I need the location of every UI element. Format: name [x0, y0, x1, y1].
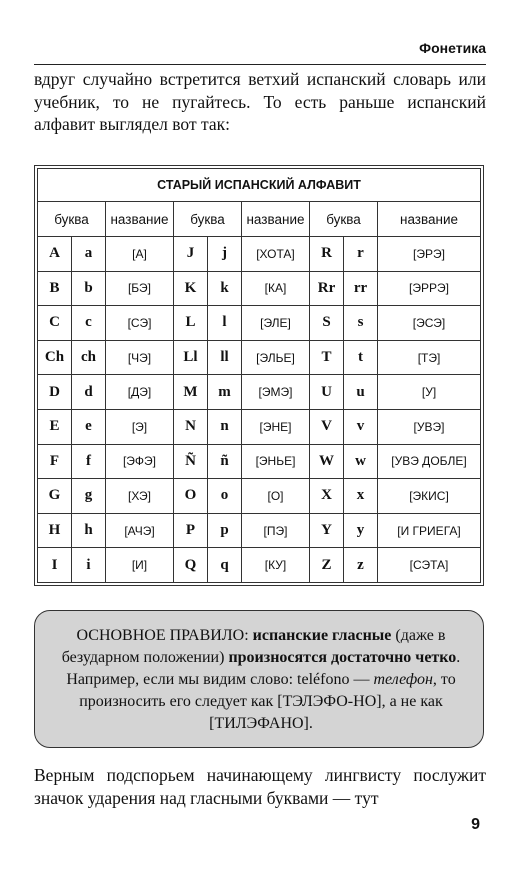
page-number: 9	[471, 816, 480, 833]
table-row	[38, 548, 481, 583]
lower-letter: j	[208, 237, 242, 272]
table-row	[38, 340, 481, 375]
alphabet-table	[37, 168, 481, 583]
lower-letter: a	[72, 237, 106, 272]
table-row	[38, 444, 481, 479]
upper-letter: Q	[174, 548, 208, 583]
letter-name: [ЭРЭ]	[378, 237, 481, 272]
table-title: СТАРЫЙ ИСПАНСКИЙ АЛФАВИТ	[38, 169, 481, 202]
lower-letter: q	[208, 548, 242, 583]
upper-letter: R	[310, 237, 344, 272]
lower-letter: y	[344, 513, 378, 548]
alphabet-table-frame	[34, 165, 484, 586]
letter-name: [И ГРИЕГА]	[378, 513, 481, 548]
table-row	[38, 375, 481, 410]
upper-letter: Ll	[174, 340, 208, 375]
letter-name: [ЧЭ]	[106, 340, 174, 375]
letter-name: [У]	[378, 375, 481, 410]
letter-name: [СЭТА]	[378, 548, 481, 583]
lower-letter: g	[72, 479, 106, 514]
upper-letter: Rr	[310, 271, 344, 306]
letter-name: [КА]	[242, 271, 310, 306]
lower-letter: z	[344, 548, 378, 583]
letter-name: [ЭНЬЕ]	[242, 444, 310, 479]
letter-name: [ЭЛЬЕ]	[242, 340, 310, 375]
lower-letter: ñ	[208, 444, 242, 479]
lower-letter: d	[72, 375, 106, 410]
letter-name: [О]	[242, 479, 310, 514]
lower-letter: c	[72, 306, 106, 341]
letter-name: [ЭЛЕ]	[242, 306, 310, 341]
table-row	[38, 271, 481, 306]
upper-letter: K	[174, 271, 208, 306]
lower-letter: s	[344, 306, 378, 341]
upper-letter: X	[310, 479, 344, 514]
letter-name: [ХОТА]	[242, 237, 310, 272]
lower-letter: t	[344, 340, 378, 375]
letter-name: [КУ]	[242, 548, 310, 583]
table-row	[38, 237, 481, 272]
table-row	[38, 479, 481, 514]
rule-label: ОСНОВНОЕ ПРАВИЛО:	[76, 627, 249, 644]
upper-letter: Ñ	[174, 444, 208, 479]
upper-letter: H	[38, 513, 72, 548]
upper-letter: A	[38, 237, 72, 272]
upper-letter: M	[174, 375, 208, 410]
outro-paragraph: Верным подспорьем начинающему лингвисту послужит значок ударения над гласными буквами — тут	[34, 765, 486, 808]
header-name: название	[378, 202, 481, 237]
upper-letter: Ch	[38, 340, 72, 375]
lower-letter: m	[208, 375, 242, 410]
upper-letter: P	[174, 513, 208, 548]
letter-name: [ЭНЕ]	[242, 409, 310, 444]
lower-letter: w	[344, 444, 378, 479]
rule-text: (даже в безударном положении)	[61, 627, 446, 666]
rule-text: . Например, если мы видим слово: teléfono —	[66, 649, 461, 688]
upper-letter: I	[38, 548, 72, 583]
letter-name: [УВЭ ДОБЛЕ]	[378, 444, 481, 479]
letter-name: [ЭКИС]	[378, 479, 481, 514]
lower-letter: x	[344, 479, 378, 514]
letter-name: [БЭ]	[106, 271, 174, 306]
header-letter: буква	[38, 202, 106, 237]
letter-name: [ТЭ]	[378, 340, 481, 375]
lower-letter: f	[72, 444, 106, 479]
lower-letter: ch	[72, 340, 106, 375]
upper-letter: J	[174, 237, 208, 272]
rule-italic: телефон	[373, 671, 433, 688]
lower-letter: ll	[208, 340, 242, 375]
header-letter: буква	[174, 202, 242, 237]
lower-letter: u	[344, 375, 378, 410]
rule-emphasis: испанские гласные	[252, 627, 392, 644]
lower-letter: e	[72, 409, 106, 444]
lower-letter: v	[344, 409, 378, 444]
letter-name: [ЭСЭ]	[378, 306, 481, 341]
lower-letter: r	[344, 237, 378, 272]
upper-letter: V	[310, 409, 344, 444]
upper-letter: S	[310, 306, 344, 341]
letter-name: [ЭРРЭ]	[378, 271, 481, 306]
letter-name: [ХЭ]	[106, 479, 174, 514]
lower-letter: n	[208, 409, 242, 444]
letter-name: [УВЭ]	[378, 409, 481, 444]
upper-letter: F	[38, 444, 72, 479]
running-header	[34, 38, 486, 65]
upper-letter: L	[174, 306, 208, 341]
letter-name: [СЭ]	[106, 306, 174, 341]
upper-letter: B	[38, 271, 72, 306]
letter-name: [Э]	[106, 409, 174, 444]
lower-letter: i	[72, 548, 106, 583]
table-row	[38, 306, 481, 341]
lower-letter: k	[208, 271, 242, 306]
lower-letter: l	[208, 306, 242, 341]
letter-name: [ЭФЭ]	[106, 444, 174, 479]
upper-letter: N	[174, 409, 208, 444]
lower-letter: p	[208, 513, 242, 548]
header-letter: буква	[310, 202, 378, 237]
lower-letter: h	[72, 513, 106, 548]
upper-letter: Y	[310, 513, 344, 548]
upper-letter: O	[174, 479, 208, 514]
letter-name: [АЧЭ]	[106, 513, 174, 548]
upper-letter: D	[38, 375, 72, 410]
header-name: название	[106, 202, 174, 237]
header-name: название	[242, 202, 310, 237]
upper-letter: W	[310, 444, 344, 479]
upper-letter: Z	[310, 548, 344, 583]
rule-callout	[34, 610, 484, 748]
lower-letter: o	[208, 479, 242, 514]
table-row	[38, 409, 481, 444]
upper-letter: G	[38, 479, 72, 514]
letter-name: [ДЭ]	[106, 375, 174, 410]
rule-text: , то произносить его следует как [ТЭЛЭФО-НО], а не как [ТИЛЭФАНО].	[79, 671, 456, 732]
letter-name: [ПЭ]	[242, 513, 310, 548]
letter-name: [ЭМЭ]	[242, 375, 310, 410]
intro-paragraph: вдруг случайно встретится ветхий испанский словарь или учебник, то не пугайтесь. То есть раньше испанский алфавит выглядел вот так:	[34, 69, 486, 134]
letter-name: [И]	[106, 548, 174, 583]
lower-letter: rr	[344, 271, 378, 306]
table-row	[38, 513, 481, 548]
section-title: Фонетика	[419, 40, 486, 56]
letter-name: [А]	[106, 237, 174, 272]
rule-emphasis: произносятся достаточно четко	[228, 649, 457, 666]
upper-letter: T	[310, 340, 344, 375]
upper-letter: E	[38, 409, 72, 444]
upper-letter: U	[310, 375, 344, 410]
lower-letter: b	[72, 271, 106, 306]
upper-letter: C	[38, 306, 72, 341]
